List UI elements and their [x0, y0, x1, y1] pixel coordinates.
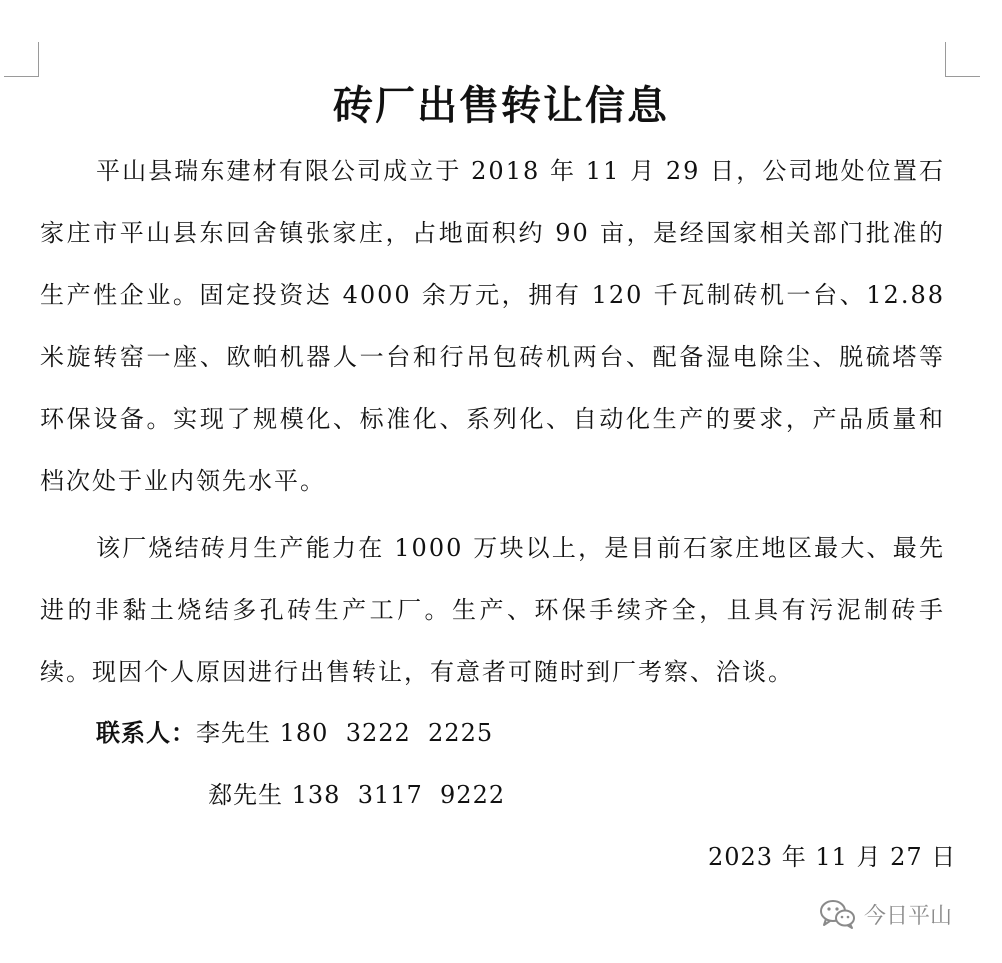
- contact-person-qie: 郄先生 138 3117 9222: [208, 781, 506, 809]
- document-date: 2023 年 11 月 27 日: [708, 843, 957, 871]
- contact-label: 联系人：: [96, 718, 196, 747]
- wechat-watermark: [818, 894, 952, 934]
- contact-person-li: 李先生 180 3222 2225: [196, 719, 494, 747]
- document-title: 砖厂出售转让信息: [333, 82, 669, 129]
- crop-mark-top-left: [4, 42, 39, 77]
- watermark-text: 今日平山: [864, 903, 953, 929]
- wechat-icon: [818, 898, 858, 930]
- contact-line-primary: [96, 713, 493, 753]
- paragraph-company-intro: 平山县瑞东建材有限公司成立于 2018 年 11 月 29 日，公司地处位置石家庄市平山县东回舍镇张家庄，占地面积约 90 亩，是经国家相关部门批准的生产性企业。固定投资达 4000 余万元，拥有 120 千瓦制砖机一台、12.88 米旋转窑一座、欧帕机器人一台和行吊包砖机两台、配备湿电除尘、脱硫塔等环保设备。实现了规模化、标准化、系列化、自动化生产的要求，产品质量和档次处于业内领先水平。: [40, 157, 945, 495]
- paragraph-sale-notice: 该厂烧结砖月生产能力在 1000 万块以上，是目前石家庄地区最大、最先进的非黏土烧结多孔砖生产工厂。生产、环保手续齐全，且具有污泥制砖手续。现因个人原因进行出售转让，有意者可随时到厂考察、洽谈。: [40, 534, 945, 686]
- crop-mark-top-right: [945, 42, 980, 77]
